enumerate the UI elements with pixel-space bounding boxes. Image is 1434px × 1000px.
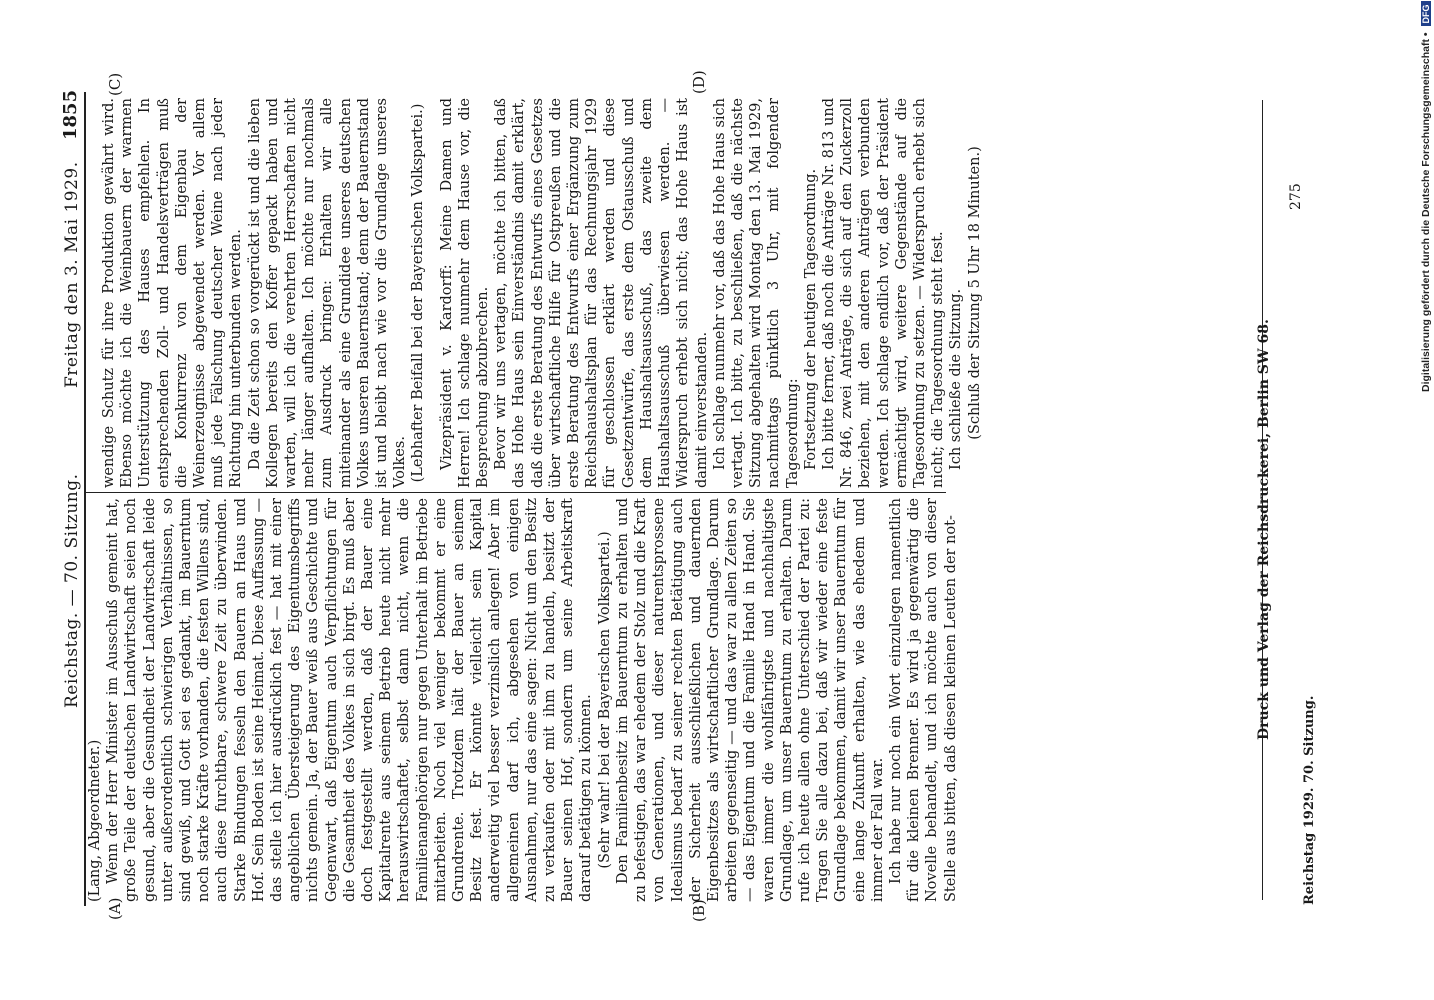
footer-imprint: Druck und Verlag der Reichsdruckerei, Berlin SW 68. (1256, 319, 1272, 740)
printer-signature: 275 (1288, 183, 1304, 210)
speaker-note: (Lang, Abgeordneter.) (87, 739, 103, 902)
agenda-item: Fortsetzung der heutigen Tagesordnung. (802, 168, 819, 470)
page-number: 1855 (60, 89, 81, 140)
margin-letter-b: (B) (690, 899, 708, 922)
digitization-text: Digitalisierung gefördert durch die Deutsche Forschungsgemeinschaft • (1420, 32, 1432, 392)
running-header-right: Freitag den 3. Mai 1929. (62, 161, 82, 388)
column-separator (86, 492, 946, 493)
paragraph: Wenn der Herr Minister im Ausschuß gemeint hat, große Teile der deutschen Landwirtschaft seien noch gesund, aber die Gesundheit der Landwirtschaft leide unter außerordentlich schwierigen Verhältnissen, so sind gewiß, und Gott sei es gedankt, im Bauerntum noch starke Kräfte vorhanden, die festen Willens sind, auch diese furchtbare, schwere Zeit zu überwinden. Starke Bindungen fesseln den Bauern an Haus und Hof. Sein Boden ist seine Heimat. Diese Auffassung — das stelle ich hier ausdrücklich fest — hat mit einer angeblichen Übersteigerung des Eigentumsbegriffs nichts gemein. Ja, der Bauer weiß aus Geschichte und Gegenwart, daß Eigentum auch Verpflichtungen für die Gesamtheit des Volkes in sich birgt. Es muß aber doch festgestellt werden, daß der Bauer eine Kapitalrente aus seinem Betrieb heute nicht mehr herauswirtschaftet, selbst dann nicht, wenn die Familienangehörigen nur gegen Unterhalt im Betriebe mitarbeiten. Noch viel weniger bekommt er eine Grundrente. Trotzdem hält der Bauer an seinem Besitz fest. Er könnte vielleicht sein Kapital anderweitig viel besser verzinslich anlegen! Aber im allgemeinen darf ich, abgesehen von einigen Ausnahmen, nur das eine sagen: Nicht um den Besitz zu verkaufen oder mit ihm zu handeln, besitzt der Bauer seinen Hof, sondern um seine Arbeitskraft darauf betätigen zu können. (105, 498, 595, 902)
margin-letter-a: (A) (106, 897, 124, 920)
dfg-logo: DFG (1421, 2, 1431, 27)
paragraph: Ich schlage nunmehr vor, daß das Hohe Haus sich vertagt. Ich bitte, zu beschließen, daß die nächste Sitzung abgehalten wird Montag den 13. Mai 1929, nachmittags pünktlich 3 Uhr, mit folgender Tagesordnung: (711, 98, 801, 488)
paragraph: Ich bitte ferner, daß noch die Anträge Nr. 813 und Nr. 846, zwei Anträge, die sich auf den Zuckerzoll beziehen, mit den anderen Anträgen verbunden werden. Ich schlage endlich vor, daß der Präsident ermächtigt wird, weitere Gegenstände auf die Tagesordnung zu setzen. — Widerspruch erhebt sich nicht; die Tagesordnung steht fest. (820, 98, 947, 488)
closing-note: (Schluß der Sitzung 5 Uhr 18 Minuten.) (966, 146, 983, 440)
digitization-note (1420, 2, 1432, 393)
interjection: (Sehr wahr! bei der Bayerischen Volkspartei.) (596, 531, 613, 869)
paragraph: Den Familienbesitz im Bauerntum zu erhalten und zu befestigen, das war ehedem der Stolz und die Kraft von Generationen, und dieser naturentsprossene Idealismus bedarf zu seiner rechten Betätigung auch der Sicherheit ausschließlichen und dauernden Eigenbesitzes als wirtschaftlicher Grundlage. Darum arbeiten gegenseitig — und das war zu allen Zeiten so — das Eigentum und die Familie Hand in Hand. Sie waren immer die wohlfährigste und nachhaltigste Grundlage, um unser Bauerntum zu erhalten. Darum rufe ich heute allen ohne Unterschied der Partei zu: Tragen Sie alle dazu bei, daß wir wieder eine feste Grundlage bekommen, damit wir unser Bauerntum für eine lange Zukunft erhalten, wie das ehedem und immer der Fall war. (614, 498, 886, 902)
margin-letter-d: (D) (690, 70, 708, 94)
paragraph: Da die Zeit schon so vorgerückt ist und die lieben Kollegen bereits den Koffer gepackt haben und warten, will ich die verehrten Herrschaften nicht mehr länger aufhalten. Ich möchte nur nochmals zum Ausdruck bringen: Erhalten wir alle miteinander als eine Grundidee unseres deutschen Volkes unseren Bauernstand; denn der Bauernstand ist und bleibt nach wie vor die Grundlage unseres Volkes. (246, 98, 409, 488)
paragraph: Bevor wir uns vertagen, möchte ich bitten, daß das Hohe Haus sein Einverständnis damit erklärt, daß die erste Beratung des Entwurfs eines Gesetzes über wirtschaftliche Hilfe für Ostpreußen und die erste Beratung des Entwurfs einer Ergänzung zum Reichshaushaltsplan für das Rechnungsjahr 1929 für geschlossen erklärt werden und diese Gesetzentwürfe, das erste dem Ostausschuß und dem Haushaltsausschuß, das zweite dem Haushaltsausschuß überwiesen werden. — Widerspruch erhebt sich nicht; das Hohe Haus ist damit einverstanden. (493, 98, 710, 488)
margin-letter-c: (C) (106, 72, 124, 96)
running-header-left: Reichstag. — 70. Sitzung. (62, 473, 82, 708)
paragraph: wendige Schutz für ihre Produktion gewährt wird. Ebenso möchte ich die Weinbauern der warmen Unterstützung des Hauses empfehlen. In entsprechenden Zoll- und Handelsverträgen muß die Konkurrenz von dem Eigenbau der Weinerzeugnisse abgewendet werden. Vor allem muß jede Fälschung deutscher Weine nach jeder Richtung hin unterbunden werden. (101, 98, 245, 488)
interjection: (Lebhafter Beifall bei der Bayerischen Volkspartei.) (410, 103, 427, 483)
paragraph: Ich habe nur noch ein Wort einzulegen namentlich für die kleinen Brenner. Es wird ja gegenwärtig die Novelle behandelt, und ich möchte auch von dieser Stelle aus bitten, daß diesen kleinen Leuten der not- (887, 498, 959, 902)
paragraph: Ich schließe die Sitzung. (948, 288, 965, 470)
footer-left: Reichstag 1929. 70. Sitzung. (1302, 695, 1317, 905)
speaker-paragraph: Vizepräsident v. Kardorff: Meine Damen und Herren! Ich schlage nunmehr dem Hause vor, die Besprechung abzubrechen. (438, 98, 492, 488)
text-column-right (100, 98, 984, 488)
text-column-left (86, 498, 960, 902)
